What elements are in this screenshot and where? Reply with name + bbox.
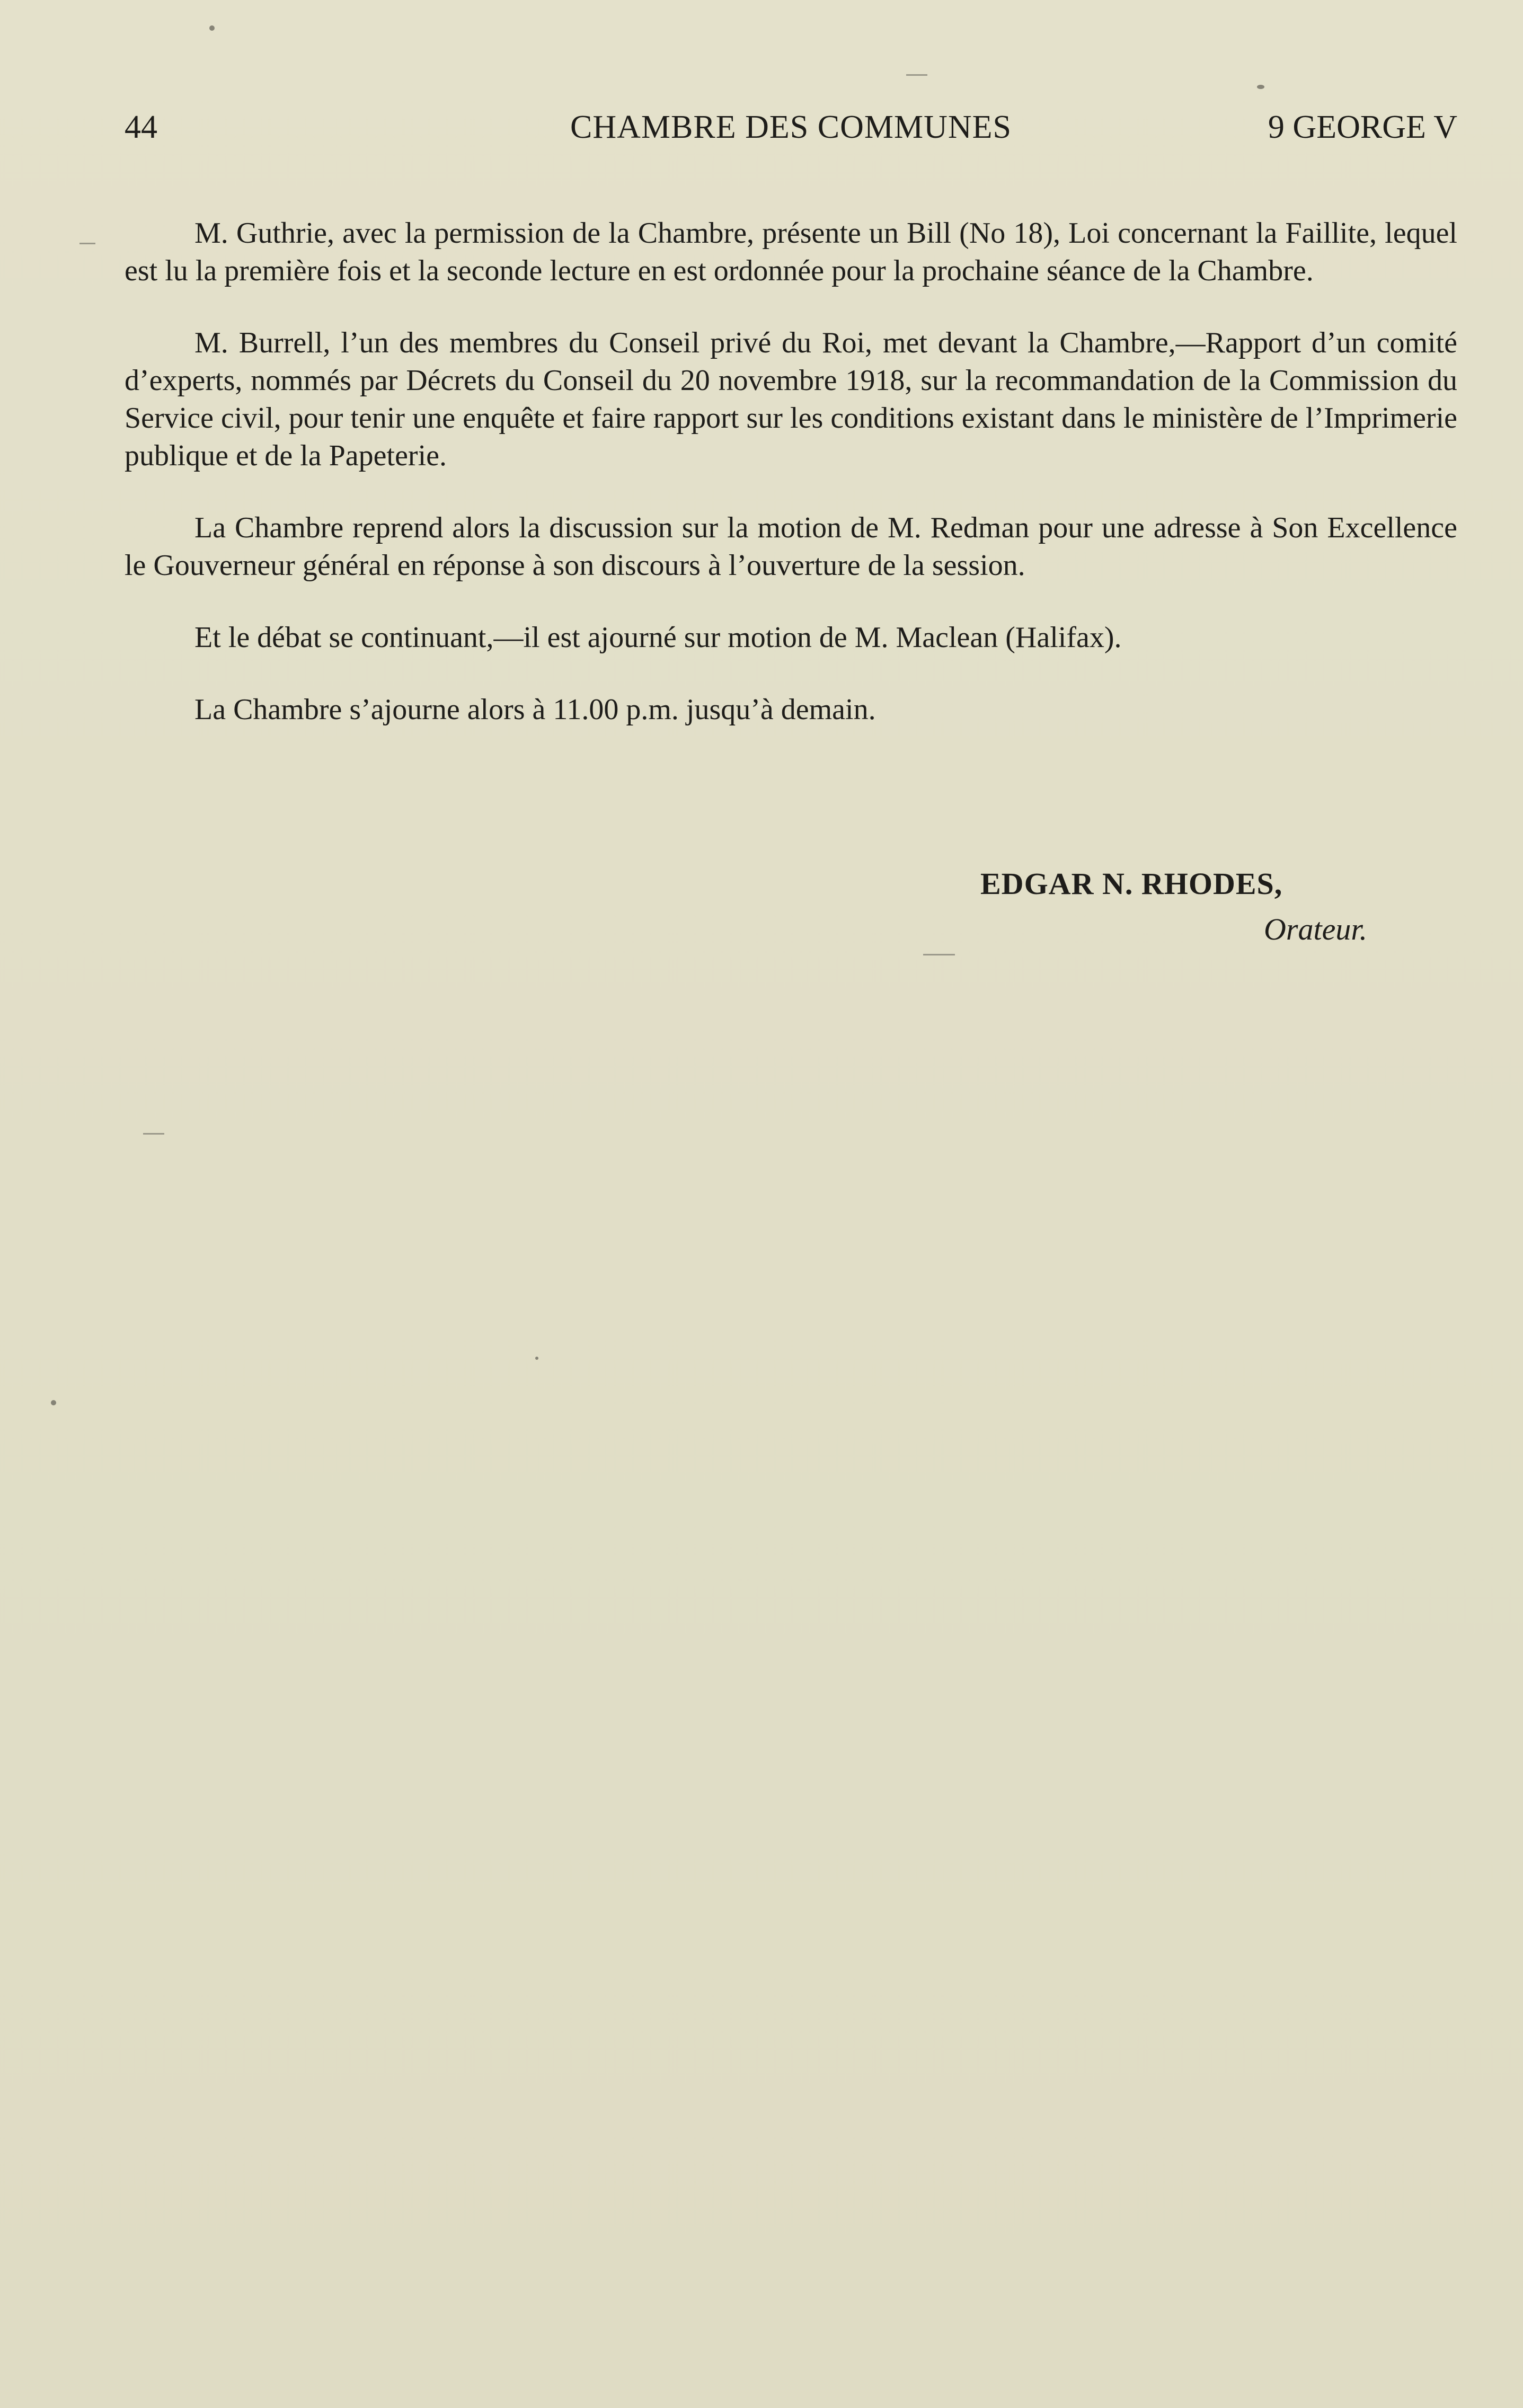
scan-speck bbox=[1257, 85, 1264, 89]
document-body bbox=[125, 215, 1457, 763]
speaker-role: Orateur. bbox=[1264, 912, 1367, 946]
running-header bbox=[125, 106, 1457, 148]
paragraph-burrell-report: M. Burrell, l’un des membres du Conseil privé du Roi, met devant la Chambre,—Rapport d’un comité d’experts, nommés par Décrets du Conseil du 20 novembre 1918, sur la recommandation de la Commission du Service civil, pour tenir une enquête et faire rapport sur les conditions existant dans le ministère de l’Imprimerie publique et de la Papeterie. bbox=[125, 326, 1457, 472]
paragraph-house-adjourns: La Chambre s’ajourne alors à 11.00 p.m. jusqu’à demain. bbox=[194, 693, 876, 726]
scan-mark bbox=[79, 243, 95, 244]
scan-speck bbox=[535, 1357, 538, 1360]
scan-speck bbox=[51, 1400, 56, 1405]
scan-mark bbox=[923, 954, 955, 955]
page-number: 44 bbox=[125, 109, 157, 145]
page-title: CHAMBRE DES COMMUNES bbox=[570, 109, 1012, 145]
regnal-year: 9 GEORGE V bbox=[1268, 109, 1457, 145]
paragraph-guthrie-bill: M. Guthrie, avec la permission de la Chambre, présente un Bill (No 18), Loi concernant la Faillite, lequel est lu la première fois et la seconde lecture en est ordonnée pour la prochaine séance de la Chambre. bbox=[125, 217, 1457, 287]
speaker-name: EDGAR N. RHODES, bbox=[980, 866, 1283, 901]
scan-speck bbox=[209, 25, 215, 31]
paragraph-redman-motion: La Chambre reprend alors la discussion sur la motion de M. Redman pour une adresse à Son Excellence le Gouverneur général en réponse à son discours à l’ouverture de la session. bbox=[125, 511, 1457, 582]
signature-block bbox=[980, 864, 1367, 950]
scan-mark bbox=[906, 74, 927, 76]
scan-mark bbox=[143, 1133, 164, 1135]
paragraph-debate-adjourned: Et le débat se continuant,—il est ajourné sur motion de M. Maclean (Halifax). bbox=[194, 621, 1122, 654]
